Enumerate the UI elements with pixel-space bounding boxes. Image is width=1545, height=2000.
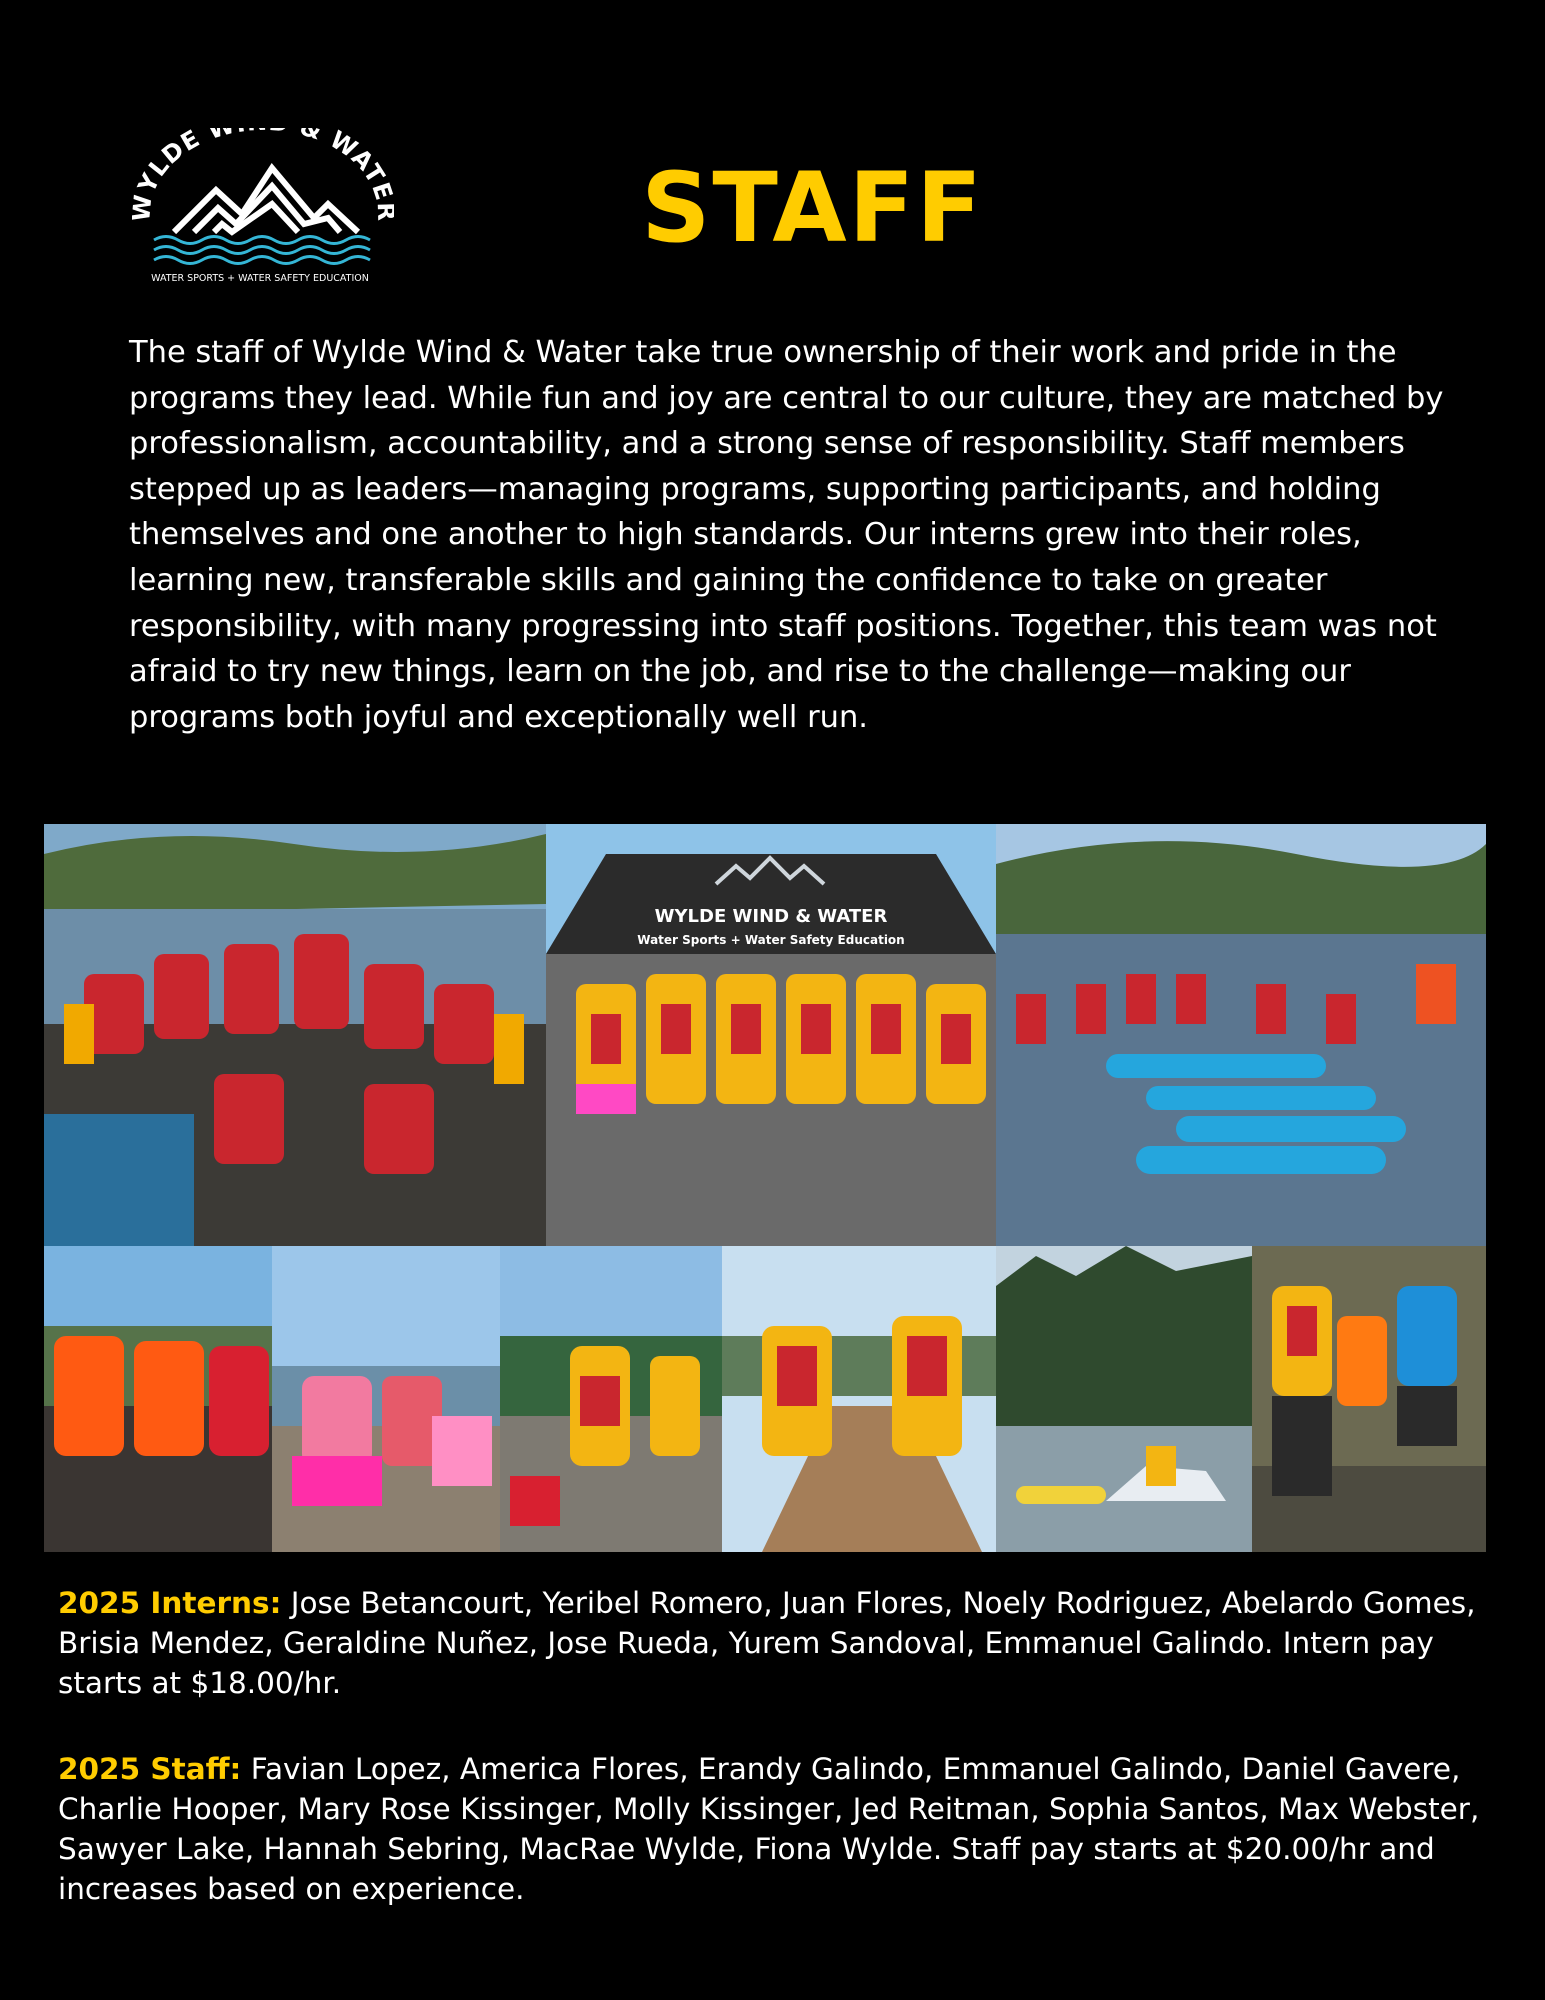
photo-instructors-orange (44, 1246, 272, 1552)
logo-tagline: WATER SPORTS + WATER SAFETY EDUCATION (151, 273, 369, 284)
interns-list (58, 1583, 1498, 1703)
tent-banner-name: WYLDE WIND & WATER (654, 906, 888, 927)
logo-wordmark: YLDE & WAT (132, 128, 391, 198)
group-photo-tent (546, 824, 996, 1246)
staff-label: 2025 Staff: (58, 1752, 242, 1786)
photo-jet-ski (996, 1246, 1252, 1552)
interns-label: 2025 Interns: (58, 1586, 282, 1620)
photo-dock-walk (722, 1246, 996, 1552)
photo-celebration (500, 1246, 722, 1552)
tent-banner-subtitle: Water Sports + Water Safety Education (637, 933, 905, 947)
staff-list (58, 1749, 1498, 1909)
page-title: STAFF (641, 152, 984, 264)
interns-text: Jose Betancourt, Yeribel Romero, Juan Flores, Noely Rodriguez, Abelardo Gomes, Brisia Mendez, Geraldine Nuñez, Jose Rueda, Yurem Sandoval, Emmanuel Galindo. Intern pay starts at $18.00/hr. (58, 1586, 1476, 1700)
photo-three-staff (1252, 1246, 1486, 1552)
intro-paragraph: The staff of Wylde Wind & Water take true ownership of their work and pride in the programs they lead. While fun and joy are central to our culture, they are matched by professionalism, accountability, and a strong sense of responsibility. Staff members stepped up as leaders—managing programs, supporting participants, and holding themselves and one another to high standards. Our interns grew into their roles, learning new, transferable skills and gaining the confidence to take on greater responsibility, with many progressing into staff positions. Together, this team was not afraid to try new things, learn on the job, and rise to the challenge—making our programs both joyful and exceptionally well run. (129, 335, 1444, 735)
photo-pink-tutu (272, 1246, 500, 1552)
group-photo-lake-shore (44, 824, 546, 1246)
staff-text: Favian Lopez, America Flores, Erandy Galindo, Emmanuel Galindo, Daniel Gavere, Charlie Hooper, Mary Rose Kissinger, Molly Kissinger, Jed Reitman, Sophia Santos, Max Webster, Sawyer Lake, Hannah Sebring, MacRae Wylde, Fiona Wylde. Staff pay starts at $20.00/hr and increases based on experience. (58, 1752, 1480, 1906)
group-photo-paddleboards (996, 824, 1486, 1246)
